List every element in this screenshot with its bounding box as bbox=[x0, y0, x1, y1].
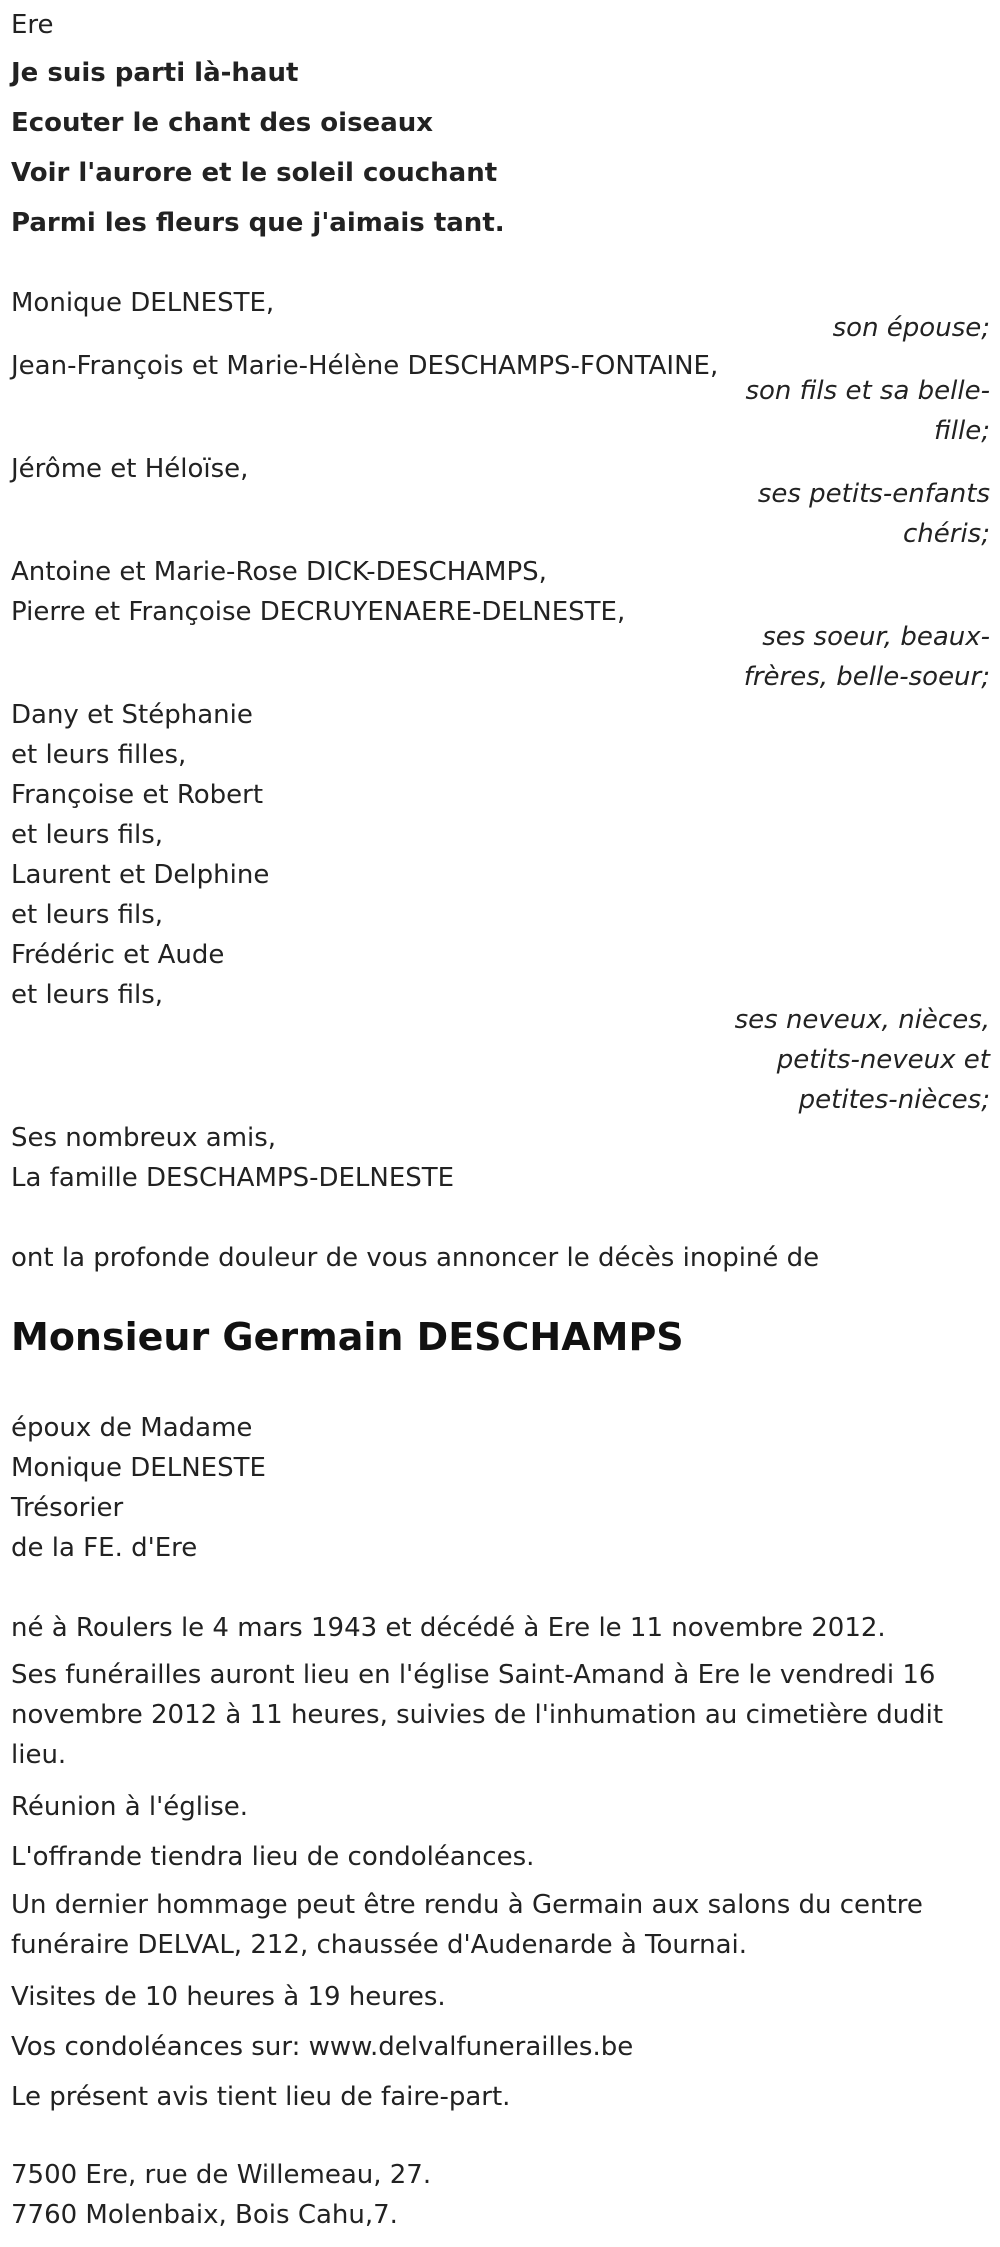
nephews-role-line: ses neveux, nièces, bbox=[734, 1005, 990, 1035]
offering-line: L'offrande tiendra lieu de condoléances. bbox=[11, 1842, 535, 1872]
son-names: Jean-François et Marie-Hélène DESCHAMPS-FONTAINE, bbox=[11, 351, 719, 381]
place-heading: Ere bbox=[11, 10, 54, 40]
birth-death-line: né à Roulers le 4 mars 1943 et décédé à Ere le 11 novembre 2012. bbox=[11, 1613, 886, 1643]
nephews-role-line: petites-nièces; bbox=[798, 1085, 990, 1115]
deceased-info-line: Trésorier bbox=[11, 1493, 124, 1523]
poem-line: Voir l'aurore et le soleil couchant bbox=[11, 158, 498, 188]
grandchildren-role-line: chéris; bbox=[903, 519, 990, 549]
poem-line: Ecouter le chant des oiseaux bbox=[11, 108, 434, 138]
tribute-line: Un dernier hommage peut être rendu à Germain aux salons du centre bbox=[11, 1890, 923, 1920]
siblings-role-line: frères, belle-soeur; bbox=[743, 662, 990, 692]
nephew-line: Dany et Stéphanie bbox=[11, 700, 253, 730]
family-line: La famille DESCHAMPS-DELNESTE bbox=[11, 1163, 455, 1193]
announcement-text: ont la profonde douleur de vous annoncer le décès inopiné de bbox=[11, 1243, 820, 1273]
siblings-role-line: ses soeur, beaux- bbox=[762, 622, 990, 652]
son-role-line: fille; bbox=[934, 416, 990, 446]
friends-line: Ses nombreux amis, bbox=[11, 1123, 277, 1153]
spouse-name: Monique DELNESTE, bbox=[11, 288, 275, 318]
nephew-line: et leurs filles, bbox=[11, 740, 187, 770]
nephew-line: et leurs fils, bbox=[11, 980, 164, 1010]
nephew-line: Françoise et Robert bbox=[11, 780, 264, 810]
nephew-line: Frédéric et Aude bbox=[11, 940, 225, 970]
funeral-line: Ses funérailles auront lieu en l'église Saint-Amand à Ere le vendredi 16 bbox=[11, 1660, 936, 1690]
grandchildren-role-line: ses petits-enfants bbox=[757, 479, 990, 509]
deceased-name: Monsieur Germain DESCHAMPS bbox=[11, 1315, 684, 1359]
nephew-line: et leurs fils, bbox=[11, 820, 164, 850]
tribute-line: funéraire DELVAL, 212, chaussée d'Audenarde à Tournai. bbox=[11, 1930, 748, 1960]
deceased-info-line: de la FE. d'Ere bbox=[11, 1533, 198, 1563]
deceased-info-line: Monique DELNESTE bbox=[11, 1453, 266, 1483]
funeral-line: lieu. bbox=[11, 1740, 67, 1770]
sibling-names: Pierre et Françoise DECRUYENAERE-DELNESTE, bbox=[11, 597, 626, 627]
funeral-line: novembre 2012 à 11 heures, suivies de l'inhumation au cimetière dudit bbox=[11, 1700, 944, 1730]
poem-line: Je suis parti là-haut bbox=[11, 58, 299, 88]
poem-line: Parmi les fleurs que j'aimais tant. bbox=[11, 208, 505, 238]
condolences-line: Vos condoléances sur: www.delvalfunerailles.be bbox=[11, 2032, 634, 2062]
son-role-line: son fils et sa belle- bbox=[745, 376, 990, 406]
nephew-line: Laurent et Delphine bbox=[11, 860, 270, 890]
meeting-line: Réunion à l'église. bbox=[11, 1792, 249, 1822]
nephew-line: et leurs fils, bbox=[11, 900, 164, 930]
visits-line: Visites de 10 heures à 19 heures. bbox=[11, 1982, 446, 2012]
notice-line: Le présent avis tient lieu de faire-part. bbox=[11, 2082, 511, 2112]
nephews-role-line: petits-neveux et bbox=[776, 1045, 990, 1075]
grandchildren-names: Jérôme et Héloïse, bbox=[11, 454, 249, 484]
spouse-role: son épouse; bbox=[832, 313, 990, 343]
address-line: 7760 Molenbaix, Bois Cahu,7. bbox=[11, 2200, 398, 2230]
sibling-names: Antoine et Marie-Rose DICK-DESCHAMPS, bbox=[11, 557, 547, 587]
address-line: 7500 Ere, rue de Willemeau, 27. bbox=[11, 2160, 432, 2190]
deceased-info-line: époux de Madame bbox=[11, 1413, 253, 1443]
